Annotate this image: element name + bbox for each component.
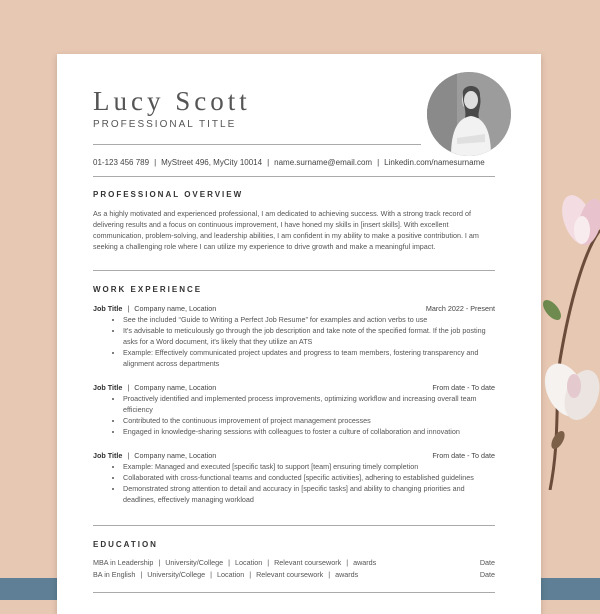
job-bullets [93, 314, 495, 369]
job-bullet: • Contributed to the continuous improvement of project management processes [123, 415, 495, 426]
job-bullet: • See the included “Guide to Writing a Perfect Job Resume” for examples and action verbs to use [123, 314, 495, 325]
job-bullet: • Example: Managed and executed [specific task] to support [team] ensuring timely completion [123, 461, 495, 472]
job-bullet: • Demonstrated strong attention to detail and accuracy in [specific tasks] and ability to changing priorities and deadlines, effectively managing workload [123, 483, 495, 505]
contact-separator: | [267, 158, 270, 167]
job-separator: | [127, 451, 130, 460]
resume-page [57, 54, 541, 614]
job-title: Job Title [93, 383, 123, 392]
overview-text: As a highly motivated and experienced professional, I am dedicated to achieving success. With a strong track record of delivering results and a focus on continuous improvement, I have honed my skills in [insert skills]. With excellent communication, problem-solving, and leadership abilities, I am confident in my ability to make a positive contribution. I am seeking a challenging role where I can utilize my experience to drive growth and make a meaningful impact. [93, 209, 479, 251]
education-separator: | [158, 558, 161, 567]
job-bullets [93, 393, 495, 437]
education-separator: | [249, 570, 252, 579]
job-header [93, 303, 495, 314]
job-bullet: • Proactively identified and implemented process improvements, optimizing workflow and increasing overall team efficiency [123, 393, 495, 415]
contact-linkedin: Linkedin.com/namesurname [384, 158, 485, 167]
job-bullet: • Collaborated with cross-functional teams and conducted [specific activities], adhering to established guidelines [123, 472, 495, 483]
job-entry [93, 303, 495, 369]
job-company: Company name, Location [134, 383, 217, 392]
contact-phone: 01-123 456 789 [93, 158, 150, 167]
education-date: Date [479, 570, 495, 579]
education-separator: | [228, 558, 231, 567]
education-entry [93, 557, 495, 568]
job-bullet: • It's advisable to meticulously go through the job description and take note of the specified format. If the job posting asks for a Word document, it's likely that they utilize an ATS [123, 325, 495, 347]
job-title: Job Title [93, 304, 123, 313]
education-separator: | [328, 570, 331, 579]
job-separator: | [127, 383, 130, 392]
job-header [93, 382, 495, 393]
job-entry [93, 382, 495, 437]
job-header [93, 450, 495, 461]
education-degree: BA in English [93, 570, 136, 579]
contact-email: name.surname@email.com [274, 158, 373, 167]
education-date: Date [479, 558, 495, 567]
job-bullets [93, 461, 495, 505]
professional-title: PROFESSIONAL TITLE [93, 119, 237, 130]
education-heading: EDUCATION [93, 540, 158, 549]
contact-divider [93, 176, 495, 177]
education-location: Location [217, 570, 245, 579]
job-bullet: • Engaged in knowledge-sharing sessions with colleagues to foster a culture of collaboration and innovation [123, 426, 495, 437]
education-separator: | [210, 570, 213, 579]
education-separator: | [346, 558, 349, 567]
portrait-photo-icon [427, 72, 511, 156]
education-awards: awards [335, 570, 359, 579]
job-company: Company name, Location [134, 451, 217, 460]
education-location: Location [235, 558, 263, 567]
job-date: From date - To date [432, 451, 495, 460]
education-entry [93, 569, 495, 580]
contact-separator: | [377, 158, 380, 167]
experience-divider [93, 525, 495, 526]
contact-address: MyStreet 496, MyCity 10014 [161, 158, 263, 167]
job-title: Job Title [93, 451, 123, 460]
education-degree: MBA in Leadership [93, 558, 154, 567]
education-divider [93, 592, 495, 593]
education-coursework: Relevant coursework [256, 570, 324, 579]
job-entry [93, 450, 495, 505]
education-separator: | [140, 570, 143, 579]
overview-heading: PROFESSIONAL OVERVIEW [93, 190, 244, 199]
overview-divider [93, 270, 495, 271]
job-company: Company name, Location [134, 304, 217, 313]
experience-heading: WORK EXPERIENCE [93, 285, 203, 294]
education-awards: awards [353, 558, 377, 567]
job-bullet: • Example: Effectively communicated project updates and progress to team members, fostering transparency and alignment across departments [123, 347, 495, 369]
contact-line [93, 158, 495, 167]
education-coursework: Relevant coursework [274, 558, 342, 567]
education-separator: | [267, 558, 270, 567]
name-divider [93, 144, 421, 145]
job-separator: | [127, 304, 130, 313]
resume-name: Lucy Scott [93, 86, 251, 116]
job-date: From date - To date [432, 383, 495, 392]
education-school: University/College [165, 558, 224, 567]
contact-separator: | [154, 158, 157, 167]
job-date: March 2022 - Present [425, 304, 495, 313]
education-school: University/College [147, 570, 206, 579]
